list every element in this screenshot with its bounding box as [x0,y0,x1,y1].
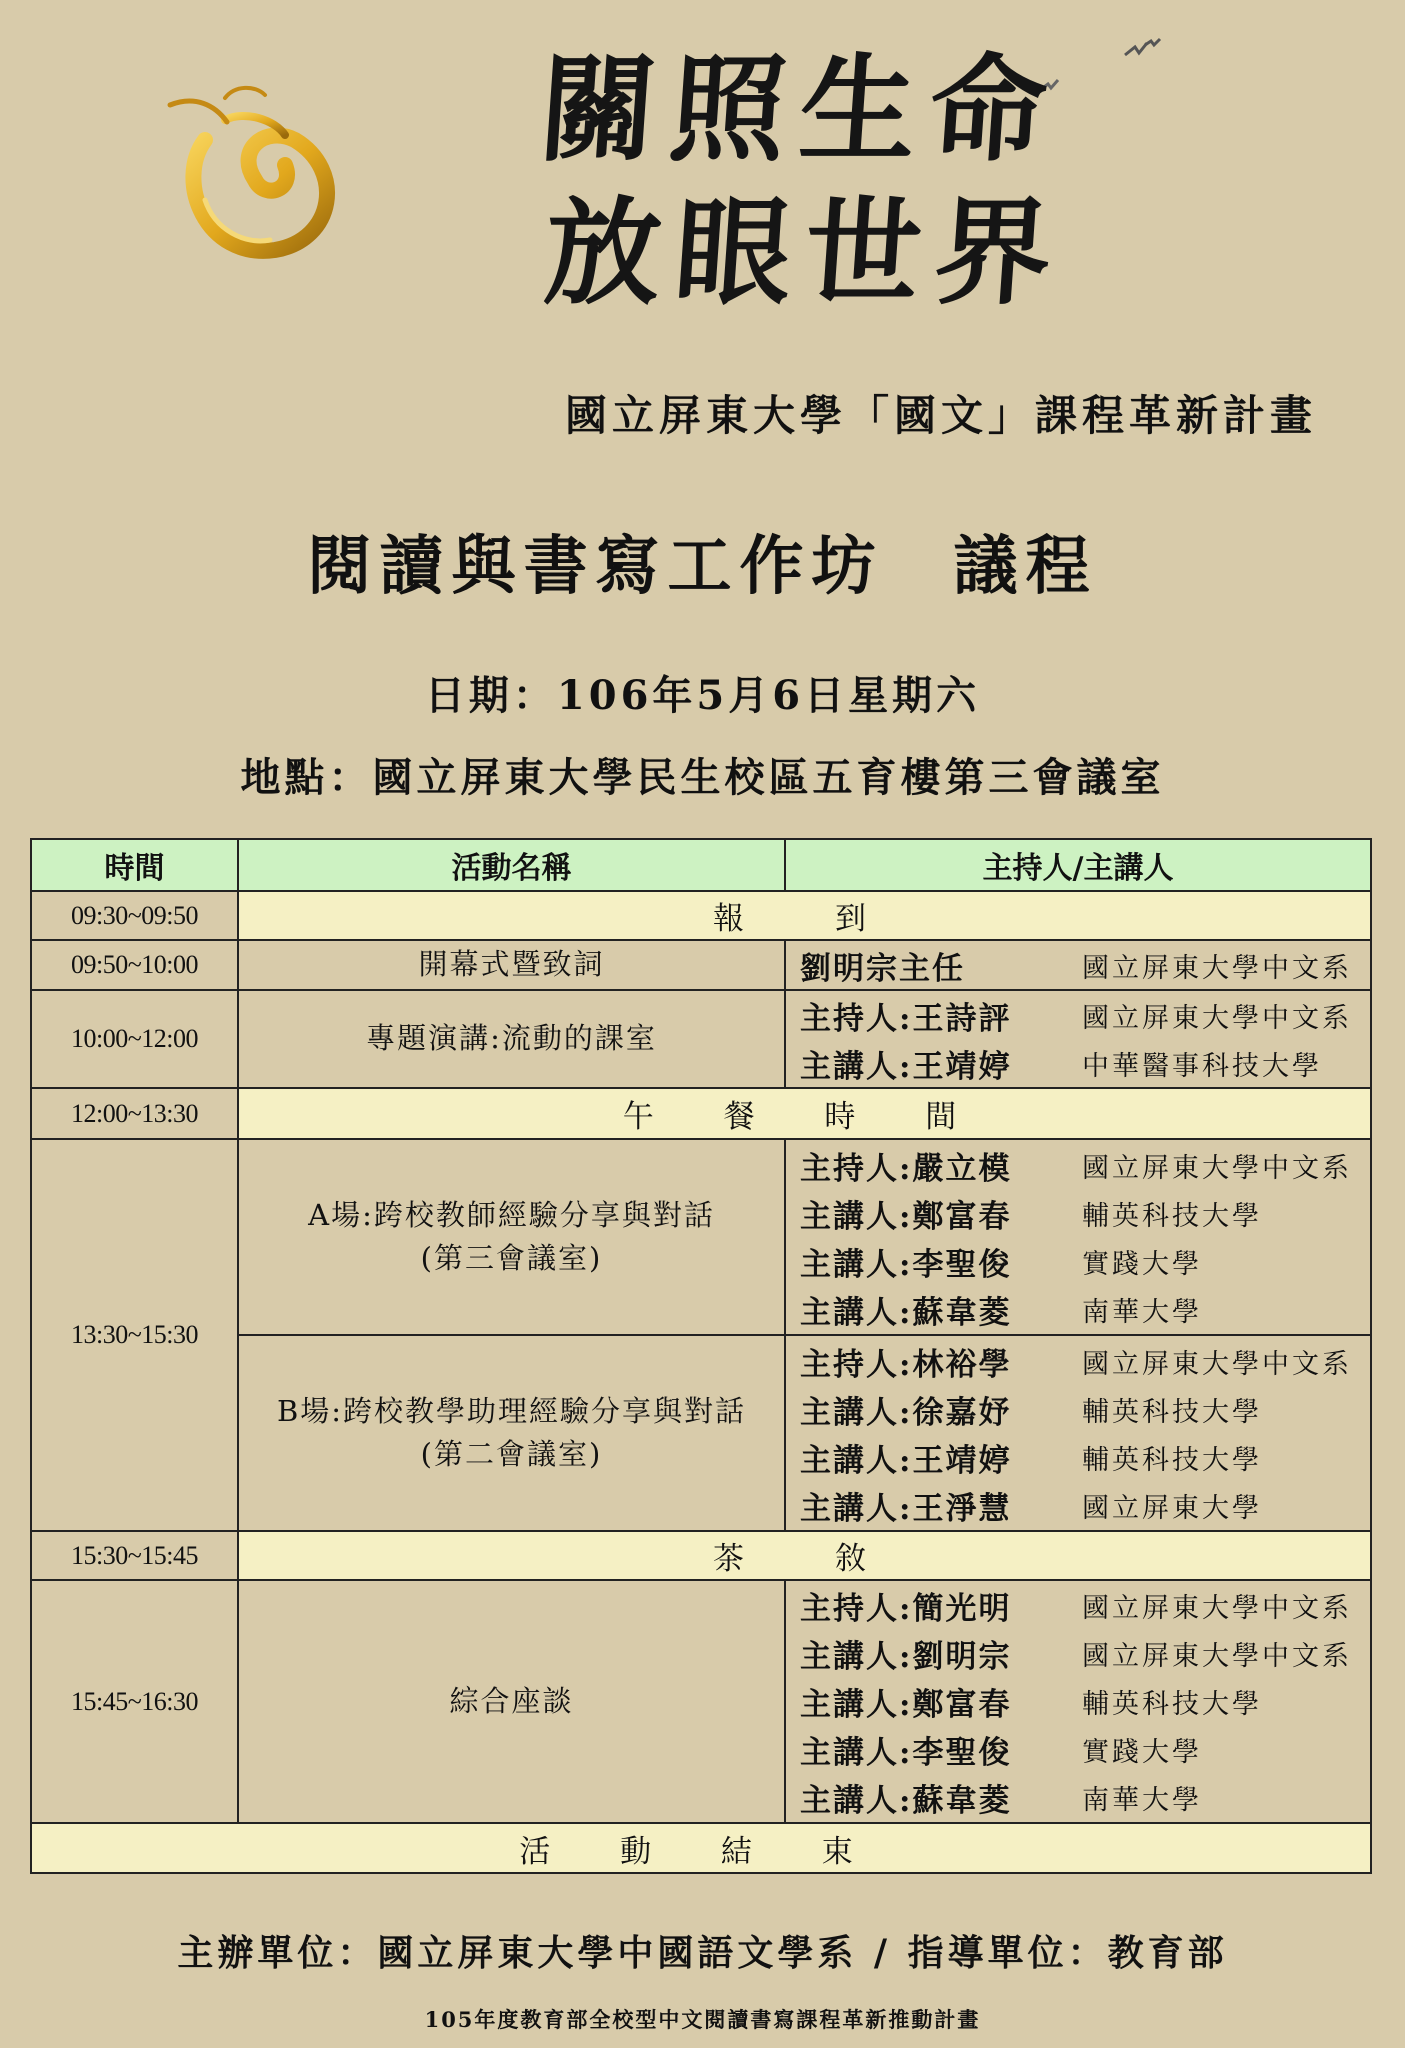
end-row-cell: 活 動 結 束 [31,1823,1371,1873]
speaker-name: 主講人:蘇韋菱 [800,1294,1012,1331]
table-row [31,1580,1371,1823]
session-b-room: (第二會議室) [420,1437,603,1471]
time-cell: 15:45~16:30 [31,1580,238,1823]
speaker-org: 南華大學 [1082,1296,1202,1328]
session-a-room: (第三會議室) [420,1241,603,1275]
speaker-entry [800,1189,1370,1237]
activity-cell [238,1139,785,1335]
speaker-cell [785,1335,1371,1531]
speaker-org: 國立屏東大學中文系 [1082,1593,1352,1624]
speaker-name: 主講人:劉明宗 [800,1639,1012,1675]
speaker-org: 中華醫事科技大學 [1082,1050,1322,1082]
activity-cell [238,1335,785,1531]
speaker-entry [800,1237,1370,1285]
title-suffix: 議程 [953,529,1098,604]
speaker-org: 輔英科技大學 [1082,1396,1262,1428]
speaker-name: 主講人:王靖婷 [800,1048,1012,1085]
activity-cell: 綜合座談 [238,1580,785,1823]
speaker-cell [785,940,1371,990]
speaker-entry [800,1582,1370,1630]
speaker-org: 國立屏東大學中文系 [1082,1641,1352,1672]
header-activity: 活動名稱 [238,839,785,891]
speaker-org: 國立屏東大學 [1082,1492,1262,1524]
speaker-name: 主講人:王靖婷 [800,1442,1012,1479]
speaker-name: 劉明宗主任 [800,950,965,987]
title-main: 閱讀與書寫工作坊 [307,529,884,604]
session-b-title: B場:跨校教學助理經驗分享與對話 [276,1393,747,1428]
speaker-name: 主講人:徐嘉妤 [800,1394,1012,1431]
speaker-name: 主持人:嚴立模 [800,1150,1012,1187]
session-a-title: A場:跨校教師經驗分享與對話 [308,1197,715,1232]
speaker-org: 輔英科技大學 [1082,1200,1262,1232]
speaker-name: 主持人:林裕學 [800,1346,1012,1383]
speaker-name: 主持人:王詩評 [800,1000,1012,1037]
speaker-entry [800,1678,1370,1726]
speaker-entry [800,1039,1370,1087]
table-row [31,990,1371,1088]
time-cell: 09:30~09:50 [31,891,238,940]
table-row [31,1531,1371,1580]
speaker-org: 輔英科技大學 [1082,1689,1262,1720]
table-row [31,1823,1371,1873]
table-row [31,1139,1371,1335]
project-line: 105年度教育部全校型中文閱讀書寫課程革新推動計畫 [424,2007,981,2032]
speaker-name: 主講人:李聖俊 [800,1246,1012,1283]
speaker-entry [800,1774,1370,1822]
schedule-table [30,838,1372,1874]
activity-cell: 專題演講:流動的課室 [238,990,785,1088]
speaker-entry [800,1630,1370,1678]
phoenix-logo-icon [165,80,345,270]
time-cell: 12:00~13:30 [31,1088,238,1139]
event-place: 地點：國立屏東大學民生校區五育樓第三會議室 [240,754,1165,801]
table-header-row [31,839,1371,891]
calligraphy-line-2: 放眼世界 [540,185,1070,321]
table-row [31,940,1371,990]
speaker-cell [785,1580,1371,1823]
speaker-org: 國立屏東大學中文系 [1082,1348,1352,1380]
full-row-cell: 茶 敘 [238,1531,1371,1580]
event-date: 日期：106年5月6日星期六 [424,672,981,719]
speaker-name: 主講人:李聖俊 [800,1735,1012,1771]
speaker-org: 實踐大學 [1082,1248,1202,1280]
speaker-org: 國立屏東大學中文系 [1082,1002,1352,1034]
speaker-cell [785,990,1371,1088]
header-time: 時間 [31,839,238,891]
speaker-entry [800,991,1370,1039]
speaker-entry [800,1285,1370,1333]
speaker-name: 主講人:蘇韋菱 [800,1783,1012,1819]
speaker-org: 南華大學 [1082,1785,1202,1816]
speaker-entry [800,1141,1370,1189]
speaker-entry [800,1385,1370,1433]
speaker-name: 主持人:簡光明 [800,1591,1012,1627]
speaker-org: 國立屏東大學中文系 [1082,1152,1352,1184]
time-cell: 09:50~10:00 [31,940,238,990]
full-row-cell: 午 餐 時 間 [238,1088,1371,1139]
page-title [0,515,1405,607]
calligraphy-line-1: 關照生命 [535,42,1065,178]
speaker-entry [800,1433,1370,1481]
header-speakers: 主持人/主講人 [785,839,1371,891]
time-cell: 10:00~12:00 [31,990,238,1088]
full-row-cell: 報 到 [238,891,1371,940]
speaker-name: 主講人:鄭富春 [800,1687,1012,1723]
speaker-org: 實踐大學 [1082,1737,1202,1768]
speaker-name: 主講人:王淨慧 [800,1490,1012,1527]
speaker-org: 輔英科技大學 [1082,1444,1262,1476]
speaker-org: 國立屏東大學中文系 [1082,952,1352,984]
table-row [31,1088,1371,1139]
speaker-cell [785,1139,1371,1335]
speaker-entry [800,1481,1370,1529]
speaker-name: 主講人:鄭富春 [800,1198,1012,1235]
table-row [31,891,1371,940]
speaker-entry [800,1337,1370,1385]
organizers-line: 主辦單位：國立屏東大學中國語文學系 / 指導單位：教育部 [177,1932,1228,1974]
speaker-entry [800,943,1370,988]
time-cell: 15:30~15:45 [31,1531,238,1580]
program-name: 國立屏東大學「國文」課程革新計畫 [565,391,1318,440]
time-cell: 13:30~15:30 [31,1139,238,1531]
speaker-entry [800,1726,1370,1774]
activity-cell: 開幕式暨致詞 [238,940,785,990]
